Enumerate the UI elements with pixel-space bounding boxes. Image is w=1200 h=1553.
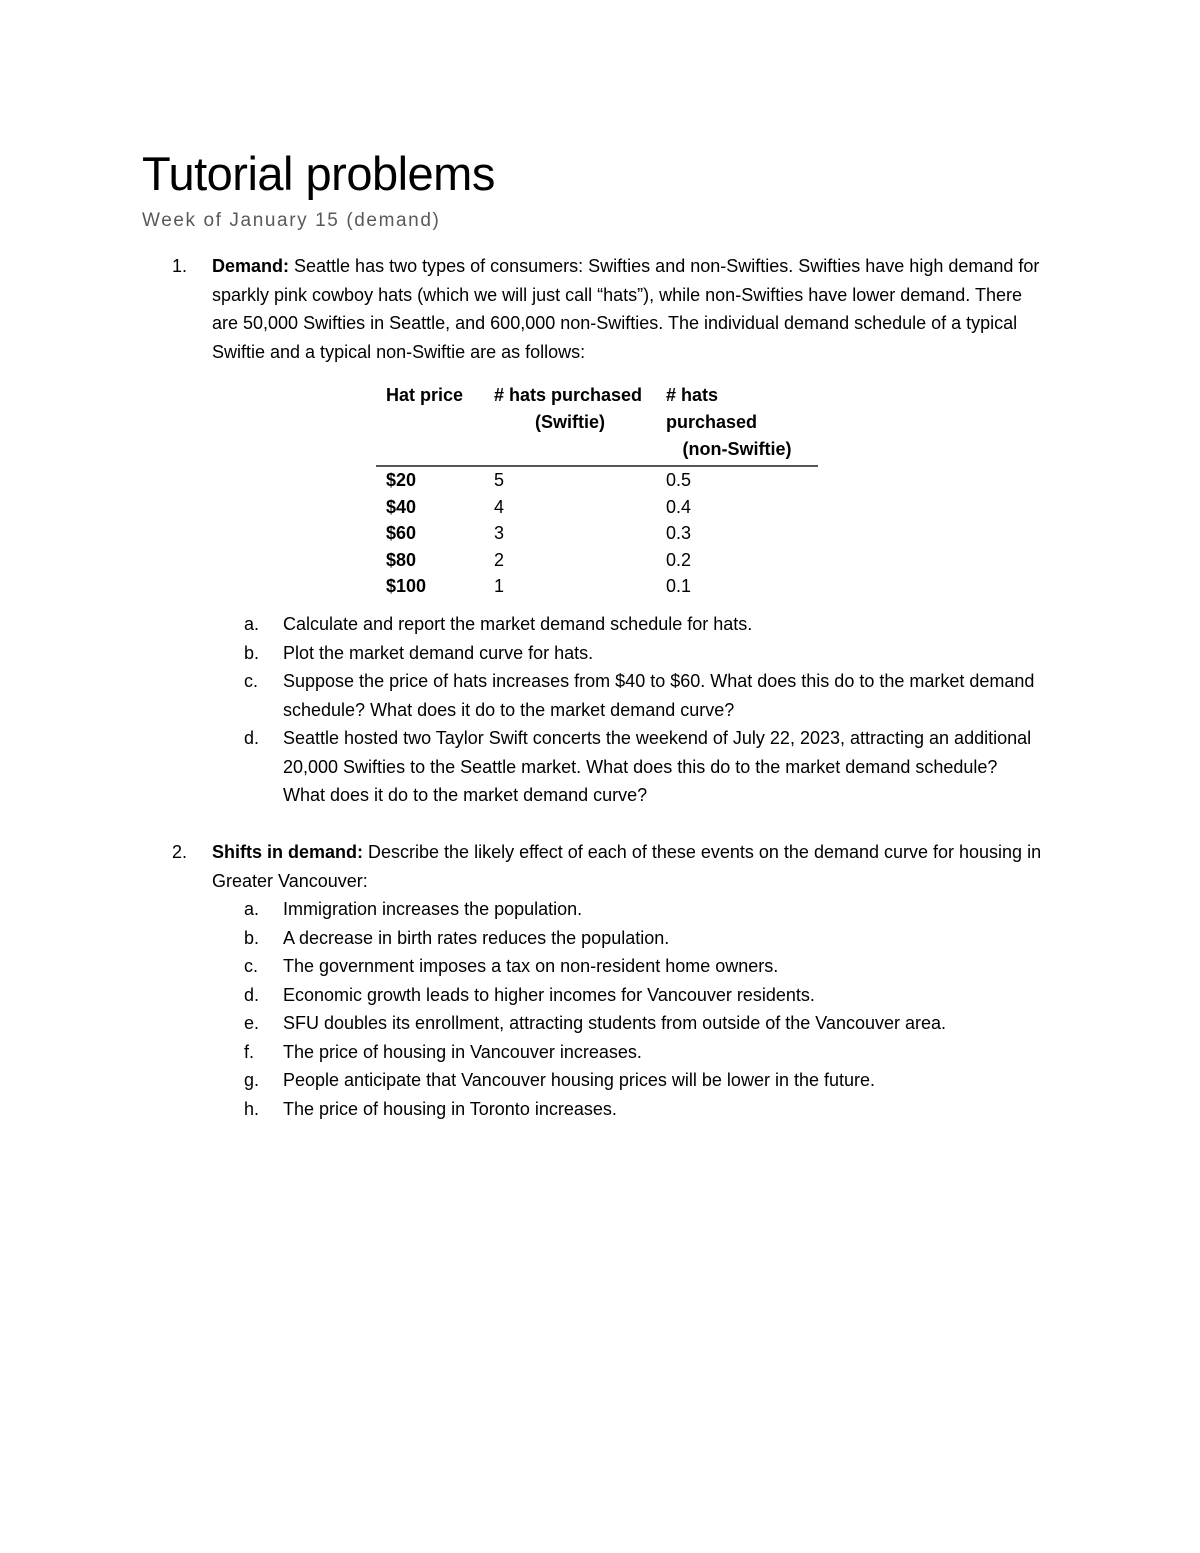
column-header-swiftie: # hats purchased (Swiftie) (484, 382, 656, 466)
part-letter: a. (244, 899, 260, 919)
list-item (244, 1038, 1044, 1067)
question-1-parts (244, 610, 1044, 810)
part-text: Seattle hosted two Taylor Swift concerts the weekend of July 22, 2023, attracting an additional 20,000 Swifties to the Seattle market. What does this do to the market demand schedule? What does it do to the market demand curve? (283, 728, 1032, 805)
list-item (244, 895, 1044, 924)
question-body: Seattle has two types of consumers: Swifties and non-Swifties. Swifties have high demand for sparkly pink cowboy hats (which we will just call “hats”), while non-Swifties have lower demand. There are 50,000 Swifties in Seattle, and 600,000 non-Swifties. The individual demand schedule of a typical Swiftie and a typical non-Swiftie are as follows: (212, 256, 1040, 362)
cell-non-swiftie: 0.2 (666, 549, 692, 570)
part-letter: g. (244, 1070, 260, 1090)
list-item (244, 981, 1044, 1010)
question-number: 2. (172, 842, 188, 862)
part-letter: d. (244, 728, 260, 748)
cell-non-swiftie: 0.5 (666, 470, 692, 490)
column-header-non-swiftie: # hats purchased (non-Swiftie) (656, 382, 818, 466)
list-item (244, 639, 1044, 668)
column-header-price: Hat price (376, 382, 484, 466)
table-row (376, 520, 818, 547)
table-row (376, 466, 818, 494)
question-text (212, 252, 1047, 366)
part-letter: c. (244, 956, 259, 976)
part-letter: f. (244, 1041, 255, 1062)
part-text: Immigration increases the population. (283, 899, 583, 919)
part-letter: h. (244, 1098, 260, 1119)
cell-non-swiftie: 0.1 (666, 576, 692, 596)
question-label: Shifts in demand: (212, 842, 364, 862)
table-row (376, 573, 818, 600)
part-letter: a. (244, 614, 260, 634)
demand-schedule-table (376, 382, 818, 600)
cell-swiftie: 2 (494, 549, 505, 570)
part-letter: b. (244, 642, 260, 663)
part-letter: e. (244, 1013, 260, 1033)
list-item (244, 1009, 1044, 1038)
part-text: The government imposes a tax on non-resident home owners. (283, 956, 779, 976)
cell-price: $80 (386, 549, 417, 570)
cell-swiftie: 5 (494, 470, 505, 490)
part-text: Suppose the price of hats increases from $40 to $60. What does this do to the market demand schedule? What does it do to the market demand curve? (283, 671, 1035, 720)
part-text: The price of housing in Toronto increases. (283, 1098, 617, 1119)
page-title: Tutorial problems (142, 147, 495, 200)
list-item (244, 667, 1044, 724)
cell-non-swiftie: 0.4 (666, 496, 692, 517)
question-2-parts (244, 895, 1044, 1123)
list-item (244, 1066, 1044, 1095)
cell-swiftie: 3 (494, 523, 505, 543)
cell-swiftie: 1 (494, 576, 505, 596)
question-label: Demand: (212, 256, 290, 276)
list-item (244, 924, 1044, 953)
part-text: The price of housing in Vancouver increases. (283, 1041, 642, 1062)
table-row (376, 494, 818, 521)
list-item (244, 1095, 1044, 1124)
cell-price: $40 (386, 496, 417, 517)
cell-non-swiftie: 0.3 (666, 523, 692, 543)
question-body: Describe the likely effect of each of these events on the demand curve for housing in Greater Vancouver: (212, 842, 1042, 891)
part-text: SFU doubles its enrollment, attracting students from outside of the Vancouver area. (283, 1013, 947, 1033)
question-number: 1. (172, 256, 188, 276)
part-letter: c. (244, 671, 259, 691)
cell-price: $20 (386, 470, 417, 490)
question-text (212, 838, 1047, 895)
list-item (244, 610, 1044, 639)
list-item (244, 724, 1044, 810)
part-text: Economic growth leads to higher incomes for Vancouver residents. (283, 984, 815, 1005)
page-subtitle: Week of January 15 (demand) (142, 210, 441, 231)
part-text: Calculate and report the market demand schedule for hats. (283, 614, 753, 634)
cell-price: $100 (386, 576, 427, 596)
part-text: Plot the market demand curve for hats. (283, 642, 594, 663)
part-text: A decrease in birth rates reduces the population. (283, 927, 670, 948)
part-letter: b. (244, 927, 260, 948)
cell-swiftie: 4 (494, 496, 505, 517)
list-item (244, 952, 1044, 981)
table-header-row (376, 382, 818, 466)
cell-price: $60 (386, 523, 417, 543)
part-text: People anticipate that Vancouver housing prices will be lower in the future. (283, 1070, 876, 1090)
part-letter: d. (244, 984, 260, 1005)
table-row (376, 547, 818, 574)
